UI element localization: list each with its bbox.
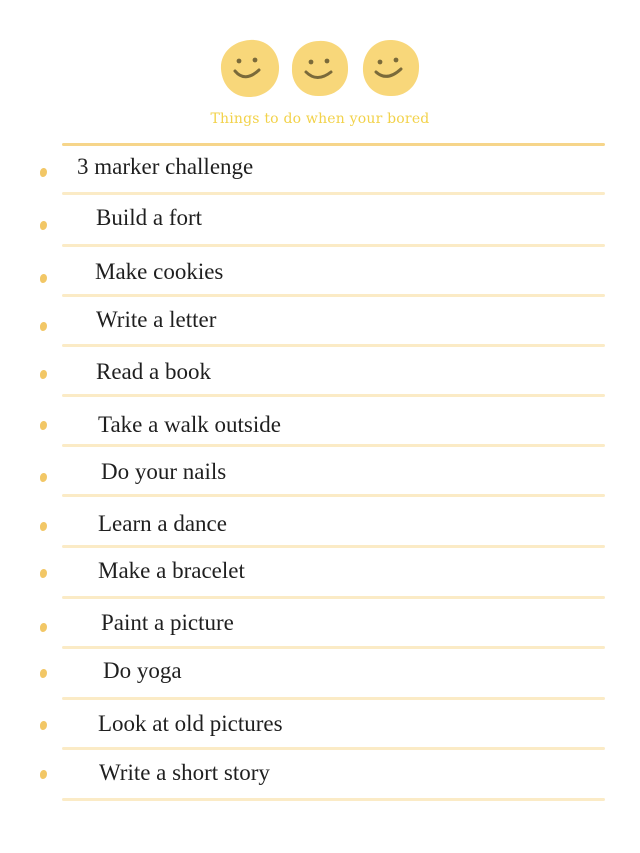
list-item [0, 346, 640, 396]
list-item [0, 646, 640, 696]
list-item-text: Look at old pictures [98, 711, 283, 736]
list-item-text: Make cookies [95, 259, 224, 284]
line-divider [62, 192, 605, 195]
smiley-face-icon [288, 36, 352, 100]
bullet-dot-icon [40, 274, 47, 283]
list-item [0, 596, 640, 646]
page-subtitle: Things to do when your bored [210, 111, 430, 127]
list-item [0, 696, 640, 746]
smiley-face-icon [359, 36, 423, 100]
list-item-text: Build a fort [96, 205, 203, 230]
list-item-text: Do yoga [103, 658, 182, 683]
list-item [0, 146, 640, 196]
bullet-dot-icon [40, 569, 47, 578]
bullet-dot-icon [40, 721, 47, 730]
list-item [0, 496, 640, 546]
bullet-dot-icon [40, 421, 47, 430]
list-item-text: Make a bracelet [98, 558, 245, 583]
bullet-dot-icon [40, 221, 47, 230]
list-item-text: 3 marker challenge [77, 154, 254, 179]
bullet-dot-icon [40, 623, 47, 632]
bullet-dot-icon [40, 669, 47, 678]
list-item [0, 446, 640, 496]
bullet-dot-icon [40, 370, 47, 379]
list-item [0, 196, 640, 246]
list-item-text: Read a book [96, 359, 211, 384]
bullet-dot-icon [40, 168, 47, 177]
smiley-face-icon [218, 36, 282, 100]
list-item-text: Paint a picture [101, 610, 234, 635]
list-item [0, 746, 640, 796]
list-item-text: Write a short story [99, 760, 270, 785]
list-item-text: Write a letter [96, 307, 217, 332]
smiley-header [0, 36, 640, 106]
list-item-text: Learn a dance [98, 511, 227, 536]
list-item [0, 396, 640, 446]
bullet-dot-icon [40, 770, 47, 779]
list-item [0, 546, 640, 596]
list-item [0, 246, 640, 296]
list-item-text: Take a walk outside [98, 412, 281, 437]
list-item [0, 296, 640, 346]
bullet-dot-icon [40, 522, 47, 531]
bullet-dot-icon [40, 473, 47, 482]
bullet-dot-icon [40, 322, 47, 331]
list-item-text: Do your nails [101, 459, 227, 484]
line-divider [62, 798, 605, 801]
